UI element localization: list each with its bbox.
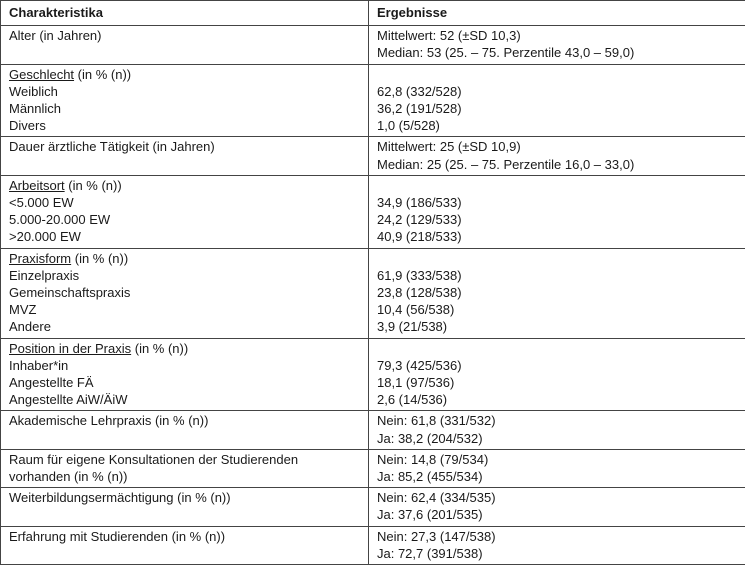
row-label: Erfahrung mit Studierenden (in % (n)) xyxy=(9,528,226,544)
row-label: Alter (in Jahren) xyxy=(9,28,102,44)
row-value: Nein: 62,4 (334/535) xyxy=(377,490,496,506)
row-value: 1,0 (5/528) xyxy=(377,118,440,134)
label-cell xyxy=(1,411,369,449)
row-value: Ja: 85,2 (455/534) xyxy=(377,469,483,485)
row-label: Dauer ärztliche Tätigkeit (in Jahren) xyxy=(9,139,215,155)
row-label: Weiterbildungsermächtigung (in % (n)) xyxy=(9,490,231,506)
row-value: Nein: 14,8 (79/534) xyxy=(377,451,489,467)
row-item: Andere xyxy=(9,319,51,335)
row-value: Mittelwert: 52 (±SD 10,3) xyxy=(377,28,521,44)
row-value: Median: 25 (25. – 75. Perzentile 16,0 – 33,0) xyxy=(377,156,635,172)
group-heading-text: Arbeitsort xyxy=(9,177,65,193)
row-value: 40,9 (218/533) xyxy=(377,229,462,245)
row-value: Ja: 38,2 (204/532) xyxy=(377,430,483,446)
row-value: 3,9 (21/538) xyxy=(377,319,448,335)
label-cell xyxy=(1,526,369,564)
group-heading-suffix: (in % (n)) xyxy=(71,250,129,266)
label-cell xyxy=(1,175,369,248)
label-cell xyxy=(1,449,369,487)
label-cell xyxy=(1,488,369,526)
group-heading-text: Praxisform xyxy=(9,250,72,266)
value-cell xyxy=(369,137,745,175)
row-item: Inhaber*in xyxy=(9,357,69,373)
label-cell xyxy=(1,26,369,64)
row-item: Gemeinschaftspraxis xyxy=(9,285,131,301)
row-value: 18,1 (97/536) xyxy=(377,375,455,391)
value-cell xyxy=(369,248,745,338)
header-row xyxy=(1,1,745,26)
table-row xyxy=(1,488,745,526)
row-item: Männlich xyxy=(9,101,62,117)
row-value: 61,9 (333/538) xyxy=(377,267,462,283)
group-heading xyxy=(9,177,361,194)
group-heading-text: Position in der Praxis xyxy=(9,340,132,356)
row-label: Akademische Lehrpraxis (in % (n)) xyxy=(9,413,209,429)
row-value: 36,2 (191/528) xyxy=(377,101,462,116)
table-row xyxy=(1,137,745,175)
value-cell xyxy=(369,488,745,526)
row-item: Angestellte FÄ xyxy=(9,375,94,391)
row-item: <5.000 EW xyxy=(9,195,74,211)
header-charakteristika: Charakteristika xyxy=(1,1,369,26)
table-row xyxy=(1,411,745,449)
table-row xyxy=(1,248,745,338)
label-cell xyxy=(1,137,369,175)
value-cell xyxy=(369,175,745,248)
value-cell xyxy=(369,449,745,487)
row-value: 34,9 (186/533) xyxy=(377,195,462,211)
row-item: 5.000-20.000 EW xyxy=(9,212,111,228)
table-row xyxy=(1,175,745,248)
value-cell xyxy=(369,338,745,411)
row-value: Ja: 37,6 (201/535) xyxy=(377,507,483,523)
row-item: Weiblich xyxy=(9,83,58,99)
value-cell xyxy=(369,526,745,564)
row-value: 24,2 (129/533) xyxy=(377,212,462,228)
value-cell xyxy=(369,411,745,449)
group-heading xyxy=(9,340,361,357)
row-item: MVZ xyxy=(9,302,37,318)
row-label: Raum für eigene Konsultationen der Studierenden xyxy=(9,451,299,467)
group-heading xyxy=(9,250,361,267)
row-value: 62,8 (332/528) xyxy=(377,83,462,99)
row-value: 79,3 (425/536) xyxy=(377,357,462,373)
row-value: Mittelwert: 25 (±SD 10,9) xyxy=(377,139,521,155)
row-item: Einzelpraxis xyxy=(9,267,80,283)
row-value: Nein: 27,3 (147/538) xyxy=(377,528,496,544)
group-heading-suffix: (in % (n)) xyxy=(74,66,132,82)
row-item: Angestellte AiW/ÄiW xyxy=(9,392,128,408)
value-cell xyxy=(369,26,745,64)
row-label: vorhanden (in % (n)) xyxy=(9,469,128,485)
header-ergebnisse: Ergebnisse xyxy=(369,1,745,26)
row-value: 23,8 (128/538) xyxy=(377,285,462,301)
table-row xyxy=(1,26,745,64)
row-value: Ja: 72,7 (391/538) xyxy=(377,545,483,561)
group-heading-text: Geschlecht xyxy=(9,66,75,82)
label-cell xyxy=(1,338,369,411)
table-row xyxy=(1,64,745,137)
row-value: 10,4 (56/538) xyxy=(377,302,455,318)
row-value: 2,6 (14/536) xyxy=(377,392,448,408)
row-item: Divers xyxy=(9,118,46,134)
label-cell xyxy=(1,248,369,338)
table-row xyxy=(1,449,745,487)
label-cell xyxy=(1,64,369,137)
group-heading xyxy=(9,66,361,83)
table-row xyxy=(1,526,745,564)
group-heading-suffix: (in % (n)) xyxy=(131,340,189,356)
group-heading-suffix: (in % (n)) xyxy=(64,177,122,193)
row-value: Nein: 61,8 (331/532) xyxy=(377,413,496,429)
value-cell xyxy=(369,64,745,137)
row-value: Median: 53 (25. – 75. Perzentile 43,0 – 59,0) xyxy=(377,45,635,61)
row-item: >20.000 EW xyxy=(9,229,81,245)
table-row xyxy=(1,338,745,411)
